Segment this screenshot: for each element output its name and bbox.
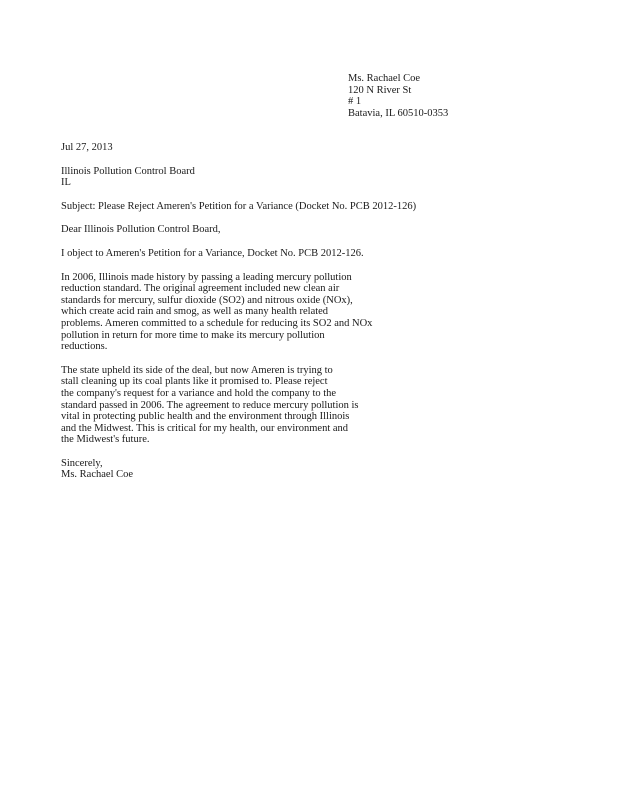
paragraph-line: The state upheld its side of the deal, but now Ameren is trying to — [61, 364, 333, 376]
sender-street: 120 N River St — [348, 84, 412, 96]
paragraph-line: standards for mercury, sulfur dioxide (SO2) and nitrous oxide (NOx), — [61, 294, 353, 306]
letter-closing: Sincerely, — [61, 457, 103, 469]
objection-statement: I object to Ameren's Petition for a Variance, Docket No. PCB 2012-126. — [61, 247, 364, 259]
paragraph-line: the company's request for a variance and hold the company to the — [61, 387, 337, 399]
paragraph-one — [61, 271, 373, 353]
letter-subject: Subject: Please Reject Ameren's Petition for a Variance (Docket No. PCB 2012-126) — [61, 200, 417, 212]
letter-salutation: Dear Illinois Pollution Control Board, — [61, 224, 221, 236]
letter-date: Jul 27, 2013 — [61, 142, 113, 153]
paragraph-line: vital in protecting public health and the environment through Illinois — [61, 411, 350, 423]
recipient-state: IL — [61, 177, 71, 189]
sender-name: Ms. Rachael Coe — [348, 73, 421, 84]
paragraph-line: and the Midwest. This is critical for my health, our environment and — [61, 422, 349, 434]
sender-unit: # 1 — [348, 96, 362, 108]
paragraph-line: stall cleaning up its coal plants like it promised to. Please reject — [61, 376, 328, 388]
letter-body — [61, 142, 417, 481]
paragraph-line: In 2006, Illinois made history by passing a leading mercury pollution — [61, 271, 352, 283]
paragraph-line: the Midwest's future. — [61, 434, 150, 446]
recipient-name: Illinois Pollution Control Board — [61, 165, 195, 177]
paragraph-two — [61, 365, 361, 446]
paragraph-line: problems. Ameren committed to a schedule for reducing its SO2 and NOx — [61, 317, 373, 329]
paragraph-line: reduction standard. The original agreement included new clean air — [61, 283, 340, 295]
paragraph-line: which create acid rain and smog, as well as many health related — [61, 306, 329, 318]
paragraph-line: pollution in return for more time to make its mercury pollution — [61, 329, 325, 341]
letter-signature: Ms. Rachael Coe — [61, 469, 134, 481]
paragraph-line: reductions. — [61, 341, 108, 353]
sender-address-block — [348, 73, 588, 119]
paragraph-line: standard passed in 2006. The agreement to reduce mercury pollution is — [61, 399, 359, 411]
sender-city: Batavia, IL 60510-0353 — [348, 107, 449, 119]
